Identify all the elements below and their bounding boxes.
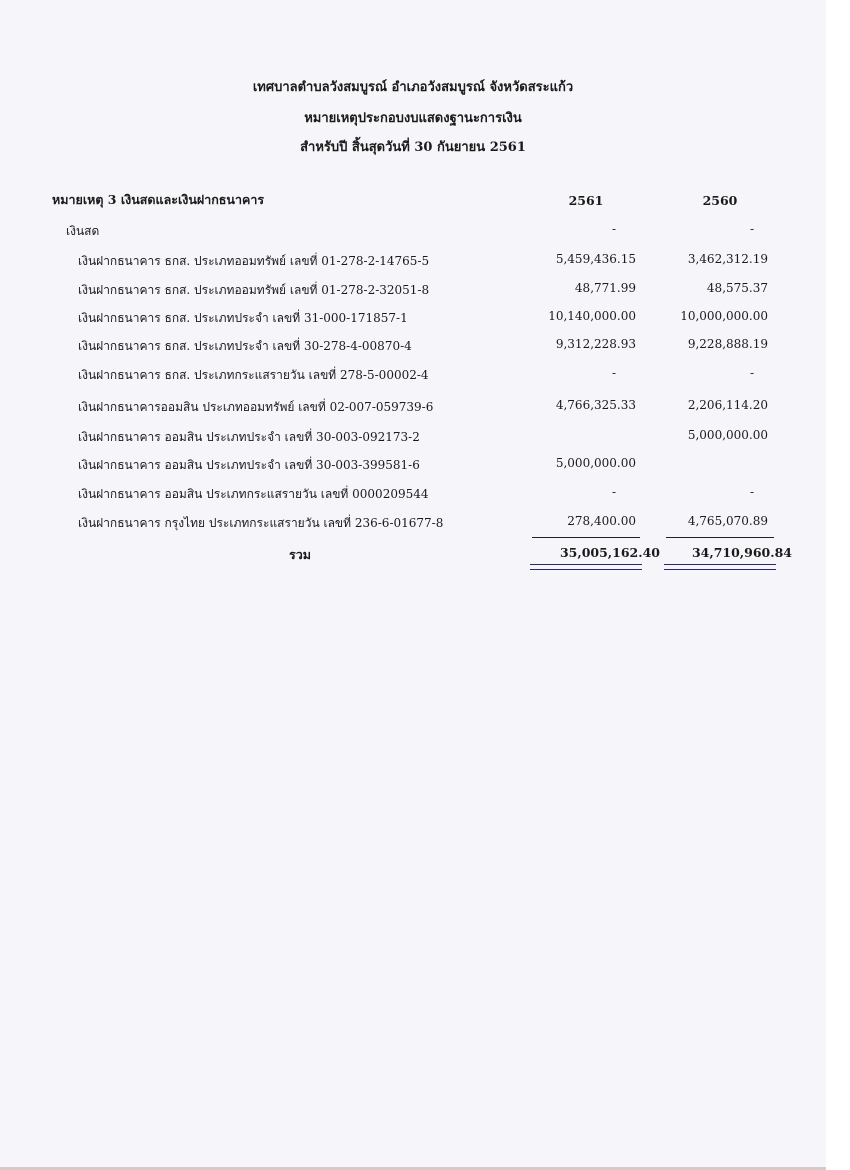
- total-2560: 34,710,960.84: [691, 545, 792, 560]
- row-label: เงินฝากธนาคาร ธกส. ประเภทกระแสรายวัน เลขที่ 278-5-00002-4: [78, 368, 429, 382]
- row-value-2561: 5,000,000.00: [555, 456, 636, 470]
- row-value-2560: 48,575.37: [706, 281, 768, 295]
- table-row: [0, 222, 826, 242]
- column-header-2560: 2560: [702, 193, 738, 208]
- header-report-title: หมายเหตุประกอบงบแสดงฐานะการเงิน: [304, 111, 522, 126]
- table-row: [0, 428, 826, 448]
- row-label: เงินฝากธนาคาร ธกส. ประเภทออมทรัพย์ เลขที่ 01-278-2-32051-8: [78, 283, 430, 297]
- row-label: เงินฝากธนาคาร กรุงไทย ประเภทกระแสรายวัน เลขที่ 236-6-01677-8: [78, 516, 444, 530]
- table-row: [0, 309, 826, 329]
- row-label: เงินฝากธนาคาร ออมสิน ประเภทประจำ เลขที่ 30-003-092173-2: [78, 430, 420, 444]
- table-row: [0, 456, 826, 476]
- row-label: เงินฝากธนาคาร ธกส. ประเภทออมทรัพย์ เลขที่ 01-278-2-14765-5: [78, 254, 430, 268]
- table-row: [0, 281, 826, 301]
- row-value-2561: 48,771.99: [574, 281, 636, 295]
- row-value-2561: -: [611, 222, 616, 236]
- table-row: [0, 366, 826, 386]
- total-2561: 35,005,162.40: [559, 545, 660, 560]
- table-row: [0, 514, 826, 534]
- note-title: หมายเหตุ 3 เงินสดและเงินฝากธนาคาร: [52, 192, 265, 207]
- column-header-2561: 2561: [568, 193, 604, 208]
- double-underline-2560: [664, 564, 776, 570]
- row-value-2560: 4,765,070.89: [687, 514, 768, 528]
- row-value-2561: -: [611, 485, 616, 499]
- header-organization: เทศบาลตำบลวังสมบูรณ์ อำเภอวังสมบูรณ์ จังหวัดสระแก้ว: [252, 80, 574, 95]
- row-label: เงินสด: [66, 224, 100, 238]
- table-row: [0, 485, 826, 505]
- row-value-2561: 278,400.00: [567, 514, 636, 528]
- row-value-2560: -: [749, 366, 754, 380]
- row-label: เงินฝากธนาคาร ออมสิน ประเภทประจำ เลขที่ 30-003-399581-6: [78, 458, 420, 472]
- row-value-2561: 10,140,000.00: [548, 309, 636, 323]
- row-value-2561: 5,459,436.15: [555, 252, 636, 266]
- row-value-2561: 9,312,228.93: [555, 337, 636, 351]
- table-row: [0, 337, 826, 357]
- row-value-2560: 9,228,888.19: [687, 337, 768, 351]
- row-value-2560: 5,000,000.00: [687, 428, 768, 442]
- header-period: สำหรับปี สิ้นสุดวันที่ 30 กันยายน 2561: [300, 140, 526, 155]
- row-value-2561: 4,766,325.33: [555, 398, 636, 412]
- table-row: [0, 252, 826, 272]
- row-label: เงินฝากธนาคาร ธกส. ประเภทประจำ เลขที่ 31-000-171857-1: [78, 311, 408, 325]
- row-value-2560: -: [749, 485, 754, 499]
- row-value-2560: -: [749, 222, 754, 236]
- row-value-2560: 3,462,312.19: [687, 252, 768, 266]
- row-label: เงินฝากธนาคาร ธกส. ประเภทประจำ เลขที่ 30-278-4-00870-4: [78, 339, 412, 353]
- row-value-2561: -: [611, 366, 616, 380]
- row-label: เงินฝากธนาคารออมสิน ประเภทออมทรัพย์ เลขที่ 02-007-059739-6: [78, 400, 434, 414]
- subtotal-line-2561: [532, 537, 640, 538]
- total-label: รวม: [289, 547, 311, 562]
- double-underline-2561: [530, 564, 642, 570]
- row-value-2560: 10,000,000.00: [680, 309, 768, 323]
- row-value-2560: 2,206,114.20: [687, 398, 768, 412]
- subtotal-line-2560: [666, 537, 774, 538]
- page-edge: [826, 0, 850, 1170]
- row-label: เงินฝากธนาคาร ออมสิน ประเภทกระแสรายวัน เลขที่ 0000209544: [78, 487, 429, 501]
- table-row: [0, 398, 826, 418]
